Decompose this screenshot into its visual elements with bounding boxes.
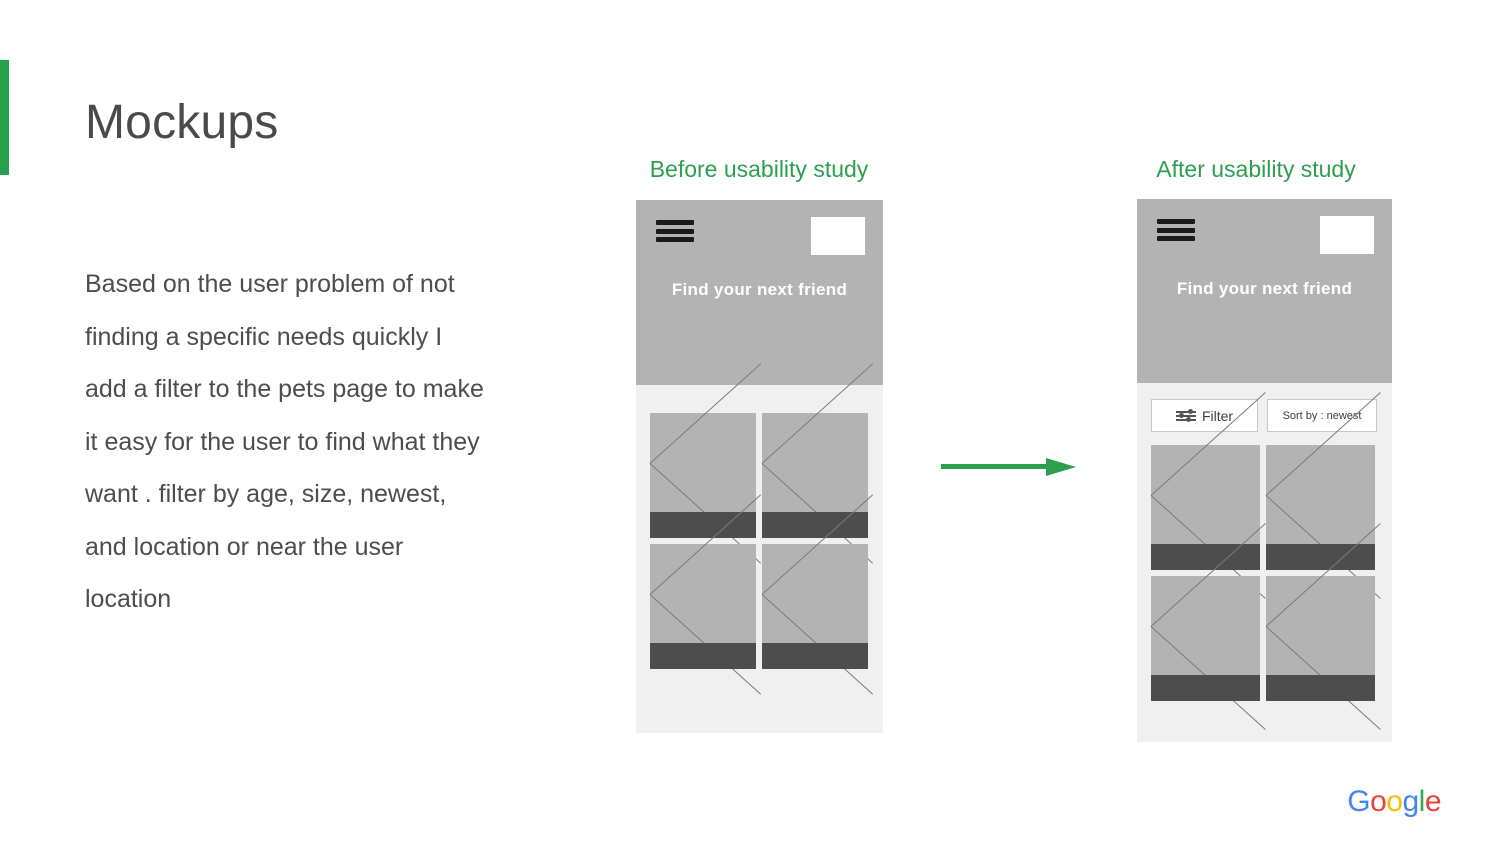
card-item[interactable]: [650, 413, 756, 538]
card-footer: [762, 643, 868, 669]
transition-arrow-icon: [941, 458, 1076, 476]
logo-letter: e: [1424, 785, 1441, 818]
before-caption: Before usability study: [649, 156, 869, 182]
after-card-grid: [1151, 445, 1375, 701]
after-header-title: Find your next friend: [1176, 279, 1353, 298]
before-mockup: [636, 200, 883, 733]
hamburger-menu-icon[interactable]: [656, 220, 694, 242]
logo-letter: g: [1402, 785, 1419, 818]
body-paragraph: Based on the user problem of not finding a specific needs quickly I add a filter to the pets page to make it easy for the user to find what they want . filter by age, size, newest, and location or near the user location: [85, 270, 484, 613]
image-placeholder-icon: [650, 544, 756, 643]
image-placeholder-icon: [762, 413, 868, 512]
logo-letter: o: [1386, 785, 1403, 818]
before-card-grid: [650, 413, 869, 669]
card-item[interactable]: [650, 544, 756, 669]
logo-letter: l: [1418, 785, 1425, 818]
accent-bar: [0, 60, 9, 175]
filter-button-label: Filter: [1201, 407, 1234, 424]
before-header-title: Find your next friend: [671, 280, 848, 299]
image-placeholder-icon: [1266, 576, 1375, 675]
card-footer: [1266, 544, 1375, 570]
logo-letter: o: [1370, 785, 1387, 818]
image-placeholder-icon: [762, 544, 868, 643]
image-placeholder-icon: [1266, 445, 1375, 544]
card-item[interactable]: [1151, 445, 1260, 570]
after-mockup: [1137, 199, 1392, 742]
card-footer: [650, 512, 756, 538]
card-item[interactable]: [762, 544, 868, 669]
card-footer: [762, 512, 868, 538]
card-footer: [650, 643, 756, 669]
logo-placeholder-icon: [1320, 216, 1374, 254]
hamburger-menu-icon[interactable]: [1157, 219, 1195, 241]
filter-button[interactable]: [1151, 399, 1258, 432]
image-placeholder-icon: [650, 413, 756, 512]
logo-letter: G: [1347, 785, 1371, 818]
before-header: [636, 200, 883, 385]
filter-icon: [1176, 409, 1196, 423]
card-item[interactable]: [1151, 576, 1260, 701]
logo-placeholder-icon: [811, 217, 865, 255]
after-caption: After usability study: [1156, 156, 1356, 182]
card-item[interactable]: [1266, 576, 1375, 701]
image-placeholder-icon: [1151, 445, 1260, 544]
sort-button[interactable]: [1267, 399, 1377, 432]
card-item[interactable]: [762, 413, 868, 538]
card-footer: [1266, 675, 1375, 701]
card-item[interactable]: [1266, 445, 1375, 570]
filter-controls: [1151, 399, 1377, 432]
card-footer: [1151, 544, 1260, 570]
page-title: Mockups: [85, 96, 279, 149]
sort-button-label: Sort by : newest: [1282, 409, 1362, 422]
card-footer: [1151, 675, 1260, 701]
image-placeholder-icon: [1151, 576, 1260, 675]
google-logo: [1347, 785, 1441, 819]
after-header: [1137, 199, 1392, 383]
